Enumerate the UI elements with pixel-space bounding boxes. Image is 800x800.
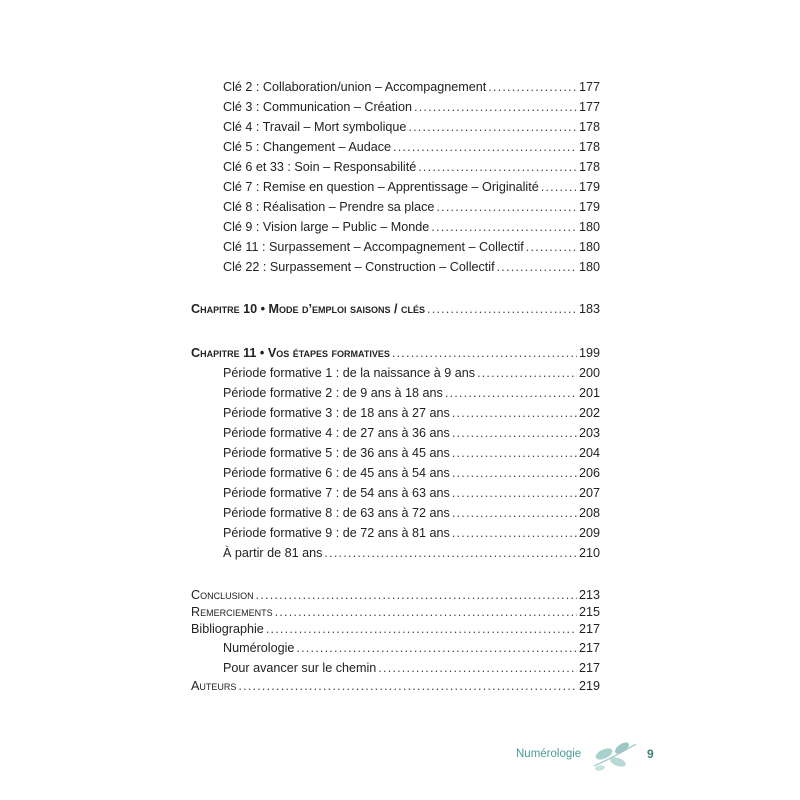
dot-leader [488, 77, 577, 97]
toc-entry-page: 210 [578, 546, 600, 560]
toc-entry-apres-81 [191, 543, 600, 563]
toc-entry-label: Période formative 9 : de 72 ans à 81 ans [223, 526, 450, 540]
toc-entry-cle-22 [191, 257, 600, 277]
toc-entry-periode-3 [191, 403, 600, 423]
toc-conclusion [191, 587, 600, 604]
toc-entry-page: 177 [578, 100, 600, 114]
toc-entry-label: Clé 3 : Communication – Création [223, 100, 412, 114]
toc-entry-label: Clé 9 : Vision large – Public – Monde [223, 220, 430, 234]
toc-entry-label: Période formative 6 : de 45 ans à 54 ans [223, 466, 450, 480]
dot-leader [452, 423, 577, 443]
dot-leader [393, 137, 577, 157]
toc-entry-cle-3 [191, 97, 600, 117]
dot-leader [324, 543, 577, 563]
toc-entry-label: Conclusion [191, 588, 254, 602]
dot-leader [296, 638, 577, 658]
toc-entry-cle-4 [191, 117, 600, 137]
toc-entry-page: 202 [578, 406, 600, 420]
toc-entry-label: À partir de 81 ans [223, 546, 323, 560]
toc-entry-cle-7 [191, 177, 600, 197]
toc-remerciements [191, 604, 600, 621]
toc-entry-label: Clé 4 : Travail – Mort symbolique [223, 120, 407, 134]
dot-leader [431, 217, 577, 237]
toc-entry-page: 178 [578, 140, 600, 154]
toc-entry-page: 204 [578, 446, 600, 460]
toc-entry-periode-4 [191, 423, 600, 443]
spacer [191, 319, 600, 343]
toc-entry-label: Clé 2 : Collaboration/union – Accompagnement [223, 80, 487, 94]
toc-entry-cle-9 [191, 217, 600, 237]
dot-leader [275, 604, 577, 621]
toc-chapter-10 [191, 299, 600, 319]
dot-leader [427, 299, 577, 319]
toc-entry-page: 180 [578, 220, 600, 234]
toc-chapter-11 [191, 343, 600, 363]
toc-entry-page: 217 [578, 641, 600, 655]
toc-entry-page: 209 [578, 526, 600, 540]
dot-leader [378, 658, 577, 678]
toc-entry-page: 179 [578, 200, 600, 214]
toc-entry-periode-9 [191, 523, 600, 543]
dot-leader [414, 97, 577, 117]
toc-entry-page: 180 [578, 260, 600, 274]
toc-entry-label: Clé 11 : Surpassement – Accompagnement – Collectif [223, 240, 524, 254]
toc-entry-page: 179 [578, 180, 600, 194]
dot-leader [452, 483, 577, 503]
toc-entry-periode-2 [191, 383, 600, 403]
toc-entry-page: 178 [578, 160, 600, 174]
dot-leader [541, 177, 577, 197]
page-footer [516, 742, 696, 782]
dot-leader [408, 117, 577, 137]
table-of-contents [191, 77, 600, 695]
toc-entry-label: Période formative 7 : de 54 ans à 63 ans [223, 486, 450, 500]
toc-entry-cle-6-33 [191, 157, 600, 177]
toc-chapter-label: Chapitre 10 • Mode d’emploi saisons / clés [191, 302, 426, 316]
toc-entry-label: Clé 22 : Surpassement – Construction – Collectif [223, 260, 495, 274]
toc-entry-page: 213 [578, 588, 600, 602]
dot-leader [266, 621, 577, 638]
toc-entry-cle-8 [191, 197, 600, 217]
toc-entry-label: Période formative 3 : de 18 ans à 27 ans [223, 406, 450, 420]
dot-leader [445, 383, 577, 403]
toc-pour-avancer [191, 658, 600, 678]
toc-entry-cle-2 [191, 77, 600, 97]
toc-entry-cle-11 [191, 237, 600, 257]
dot-leader [256, 587, 577, 604]
toc-entry-label: Auteurs [191, 679, 237, 693]
toc-entry-label: Clé 7 : Remise en question – Apprentissage – Originalité [223, 180, 539, 194]
toc-entry-periode-5 [191, 443, 600, 463]
dot-leader [392, 343, 577, 363]
page-number: 9 [647, 747, 654, 761]
toc-entry-page: 215 [578, 605, 600, 619]
dot-leader [526, 237, 577, 257]
toc-entry-page: 217 [578, 622, 600, 636]
toc-auteurs [191, 678, 600, 695]
dot-leader [452, 503, 577, 523]
toc-entry-page: 201 [578, 386, 600, 400]
toc-entry-page: 206 [578, 466, 600, 480]
dot-leader [452, 443, 577, 463]
toc-entry-page: 217 [578, 661, 600, 675]
toc-entry-label: Période formative 4 : de 27 ans à 36 ans [223, 426, 450, 440]
dot-leader [452, 403, 577, 423]
toc-chapter-page: 183 [578, 302, 600, 316]
toc-entry-page: 208 [578, 506, 600, 520]
toc-entry-label: Période formative 1 : de la naissance à 9 ans [223, 366, 476, 380]
toc-entry-label: Période formative 2 : de 9 ans à 18 ans [223, 386, 443, 400]
toc-entry-periode-6 [191, 463, 600, 483]
dot-leader [436, 197, 577, 217]
toc-chapter-page: 199 [578, 346, 600, 360]
toc-entry-page: 200 [578, 366, 600, 380]
spacer [191, 563, 600, 587]
toc-chapter-label: Chapitre 11 • Vos étapes formatives [191, 346, 390, 360]
toc-entry-periode-8 [191, 503, 600, 523]
toc-bibliographie [191, 621, 600, 638]
toc-entry-periode-1 [191, 363, 600, 383]
spacer [191, 277, 600, 299]
toc-entry-label: Bibliographie [191, 622, 264, 636]
toc-entry-page: 177 [578, 80, 600, 94]
toc-entry-label: Clé 6 et 33 : Soin – Responsabilité [223, 160, 417, 174]
toc-entry-page: 207 [578, 486, 600, 500]
toc-entry-periode-7 [191, 483, 600, 503]
dot-leader [477, 363, 577, 383]
dot-leader [452, 463, 577, 483]
toc-numerologie [191, 638, 600, 658]
toc-entry-label: Clé 5 : Changement – Audace [223, 140, 392, 154]
leaf-branch-icon [592, 740, 644, 772]
toc-entry-cle-5 [191, 137, 600, 157]
toc-entry-page: 219 [578, 679, 600, 693]
toc-entry-label: Remerciements [191, 605, 273, 619]
dot-leader [418, 157, 577, 177]
toc-entry-page: 203 [578, 426, 600, 440]
toc-entry-label: Numérologie [223, 641, 295, 655]
dot-leader [238, 678, 577, 695]
toc-entry-label: Pour avancer sur le chemin [223, 661, 377, 675]
toc-entry-label: Période formative 5 : de 36 ans à 45 ans [223, 446, 450, 460]
dot-leader [497, 257, 577, 277]
dot-leader [452, 523, 577, 543]
toc-entry-label: Période formative 8 : de 63 ans à 72 ans [223, 506, 450, 520]
toc-entry-page: 180 [578, 240, 600, 254]
running-title: Numérologie [516, 748, 582, 760]
toc-entry-label: Clé 8 : Réalisation – Prendre sa place [223, 200, 435, 214]
toc-entry-page: 178 [578, 120, 600, 134]
